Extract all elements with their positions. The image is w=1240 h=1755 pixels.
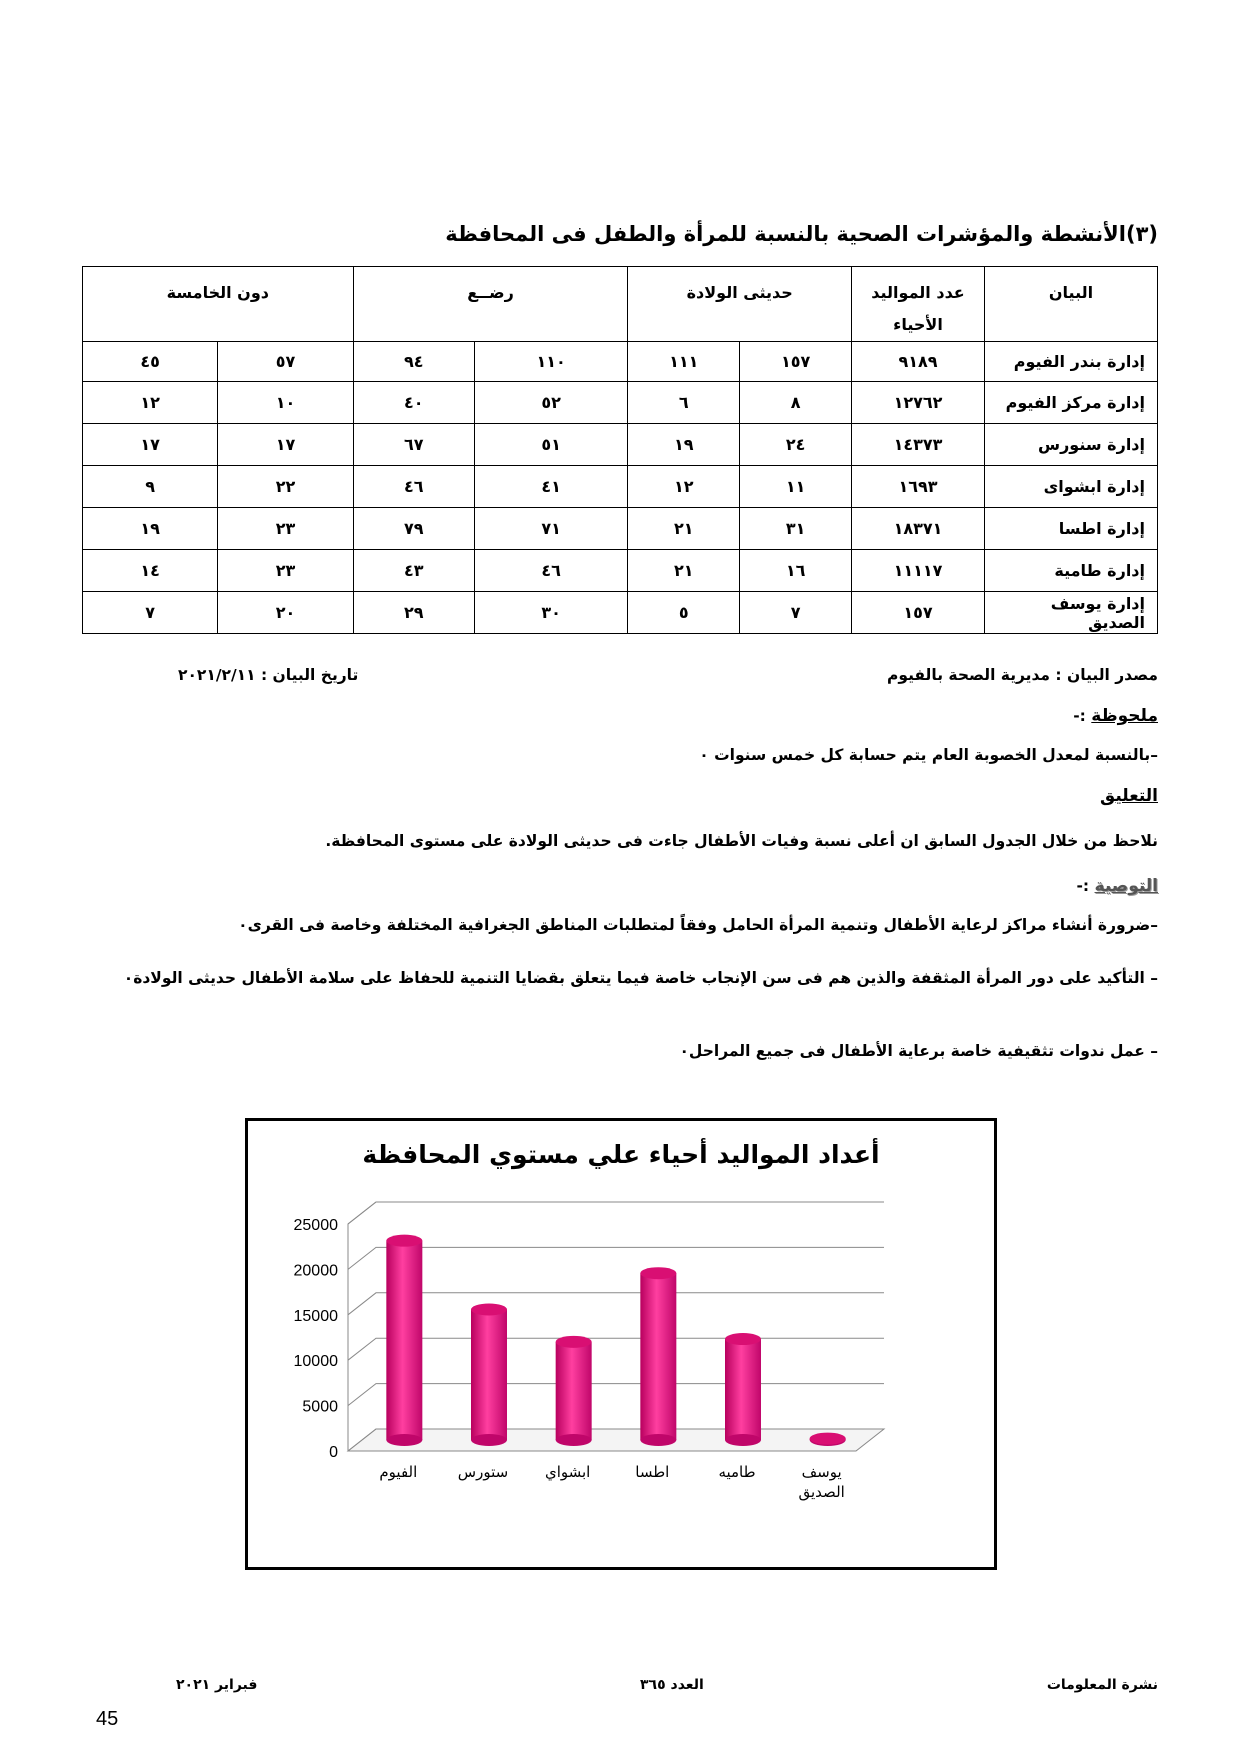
data-source: مصدر البيان : مديرية الصحة بالفيوم [887,666,1158,684]
data-date: تاريخ البيان : ٢٠٢١/٢/١١ [178,666,359,684]
note-heading: ملحوظة [1091,706,1158,726]
table-cell: ٣٠ [474,592,628,634]
bar-top [386,1235,422,1247]
x-category-label: اطسا [635,1463,670,1481]
grid-line [348,1293,884,1315]
y-tick-label: 5000 [302,1398,338,1416]
recommendation-item: – التأكيد على دور المرأة المثقفة والذين هم فى سن الإنجاب خاصة فيما يتعلق بقضايا التنمية للحفاظ على سلامة الأطفال حديثى الولادة٠ [123,969,1158,987]
table-row [83,592,1158,634]
table-cell: ٦٧ [353,424,474,466]
table-cell: ٩٤ [353,342,474,382]
chart-bar [386,1235,422,1446]
table-cell: ٧ [83,592,218,634]
table-cell: ٤٦ [474,550,628,592]
bar-top [725,1333,761,1345]
chart-bar [725,1333,761,1446]
table-cell: ٨ [740,382,852,424]
table-cell: ٢٤ [740,424,852,466]
table-cell: ١٩ [628,424,740,466]
table-cell: ١٢ [628,466,740,508]
x-category-label: يوسف الصديق [798,1463,845,1501]
section-title: (٣)الأنشطة والمؤشرات الصحية بالنسبة للمرأة والطفل فى المحافظة [445,222,1158,246]
recommendation-item: – عمل ندوات تثقيفية خاصة برعاية الأطفال فى جميع المراحل٠ [679,1042,1158,1060]
table-row [83,466,1158,508]
recommendation-item: –ضرورة أنشاء مراكز لرعاية الأطفال وتنمية المرأة الحامل وفقاً لمتطلبات المناطق الجغرافية المختلفة وخاصة فى القرى٠ [238,916,1158,934]
table-cell: ١١ [740,466,852,508]
health-indicators-table [82,266,1158,634]
bar-base [556,1434,592,1446]
bar-top [810,1433,846,1445]
table-cell: ٧١ [474,508,628,550]
footer-issue: العدد ٣٦٥ [640,1677,704,1693]
recommendation-heading-line [82,876,1158,896]
comment-heading-line [82,786,1158,806]
table-row [83,424,1158,466]
page-number: 45 [96,1708,119,1730]
table-cell: ٤٦ [353,466,474,508]
chart-grid [348,1202,884,1451]
y-tick-label: 25000 [293,1217,338,1234]
table-cell: ٢٩ [353,592,474,634]
comment-heading: التعليق [1100,786,1158,806]
table-cell: ١٤ [83,550,218,592]
x-category-label: الفيوم [379,1463,418,1481]
footer-date: فبراير ٢٠٢١ [176,1677,258,1693]
table-cell: ١٧ [218,424,353,466]
births-chart-svg [248,1121,994,1567]
table-cell: ١٢ [83,382,218,424]
grid-line [348,1247,884,1269]
note-suffix: :- [1073,707,1086,725]
table-cell: ٤٥ [83,342,218,382]
recommendation-suffix: :- [1076,877,1090,895]
chart-bars [386,1235,845,1446]
header-under-five: دون الخامسة [83,267,354,342]
table-row [83,342,1158,382]
births-chart [245,1118,997,1570]
table-row [83,382,1158,424]
chart-title: أعداد المواليد أحياء علي مستوي المحافظة [362,1140,880,1169]
table-cell: ٧ [740,592,852,634]
x-category-label: طاميه [718,1463,756,1481]
table-cell: ٢١ [628,550,740,592]
chart-bar [810,1433,846,1446]
row-label: إدارة ابشواى [985,466,1158,508]
table-cell: ١٦ [740,550,852,592]
bar-top [640,1267,676,1279]
table-cell: ٣١ [740,508,852,550]
header-infants: رضــع [353,267,628,342]
bar-body [725,1339,761,1440]
row-label: إدارة يوسف الصديق [985,592,1158,634]
x-axis-labels [379,1463,844,1501]
table-cell: ١٤٣٧٣ [852,424,985,466]
y-tick-label: 15000 [293,1307,338,1325]
table-cell: ١٢٧٦٢ [852,382,985,424]
table-cell: ٩ [83,466,218,508]
table-cell: ٢٣ [218,508,353,550]
footer-publication: نشرة المعلومات [1046,1677,1158,1693]
table-cell: ٥٧ [218,342,353,382]
bar-body [556,1342,592,1440]
table-cell: ٥ [628,592,740,634]
y-tick-label: 10000 [293,1353,338,1371]
bar-top [471,1303,507,1315]
table-cell: ١٦٩٣ [852,466,985,508]
bar-body [471,1309,507,1440]
table-cell: ١٥٧ [852,592,985,634]
table-cell: ١٨٣٧١ [852,508,985,550]
bar-top [556,1336,592,1348]
note-heading-line [82,706,1158,726]
table-cell: ٤١ [474,466,628,508]
row-label: إدارة بندر الفيوم [985,342,1158,382]
table-cell: ١١١ [628,342,740,382]
y-axis-ticks [294,1217,339,1461]
chart-bar [640,1267,676,1446]
table-cell: ٤٣ [353,550,474,592]
row-label: إدارة مركز الفيوم [985,382,1158,424]
header-live-births: عدد المواليد الأحياء [852,267,985,342]
row-label: إدارة سنورس [985,424,1158,466]
grid-line [348,1338,884,1360]
grid-line [348,1384,884,1406]
bar-body [386,1241,422,1440]
table-cell: ١٩ [83,508,218,550]
chart-floor [348,1429,884,1451]
y-tick-label: 20000 [293,1262,338,1280]
table-cell: ١١١١٧ [852,550,985,592]
row-label: إدارة طامية [985,550,1158,592]
chart-wall [348,1202,376,1451]
table-cell: ٧٩ [353,508,474,550]
bar-body [640,1273,676,1440]
table-cell: ٢٣ [218,550,353,592]
note-text: –بالنسبة لمعدل الخصوبة العام يتم حسابة كل خمس سنوات ٠ [699,746,1158,764]
table-header-row [83,267,1158,342]
table-cell: ٢١ [628,508,740,550]
table-cell: ٩١٨٩ [852,342,985,382]
comment-text: نلاحظ من خلال الجدول السابق ان أعلى نسبة وفيات الأطفال جاءت فى حديثى الولادة على مستوى المحافظة. [325,832,1158,850]
table-cell: ١٧ [83,424,218,466]
header-statement: البيان [985,267,1158,342]
table-cell: ٦ [628,382,740,424]
table-row [83,550,1158,592]
table-cell: ١٥٧ [740,342,852,382]
table-row [83,508,1158,550]
bar-base [471,1434,507,1446]
chart-bar [471,1303,507,1446]
table-cell: ٢٢ [218,466,353,508]
header-newborns: حديثى الولادة [628,267,852,342]
table-cell: ١٠ [218,382,353,424]
chart-bar [556,1336,592,1446]
bar-base [640,1434,676,1446]
x-category-label: ابشواي [544,1463,591,1481]
row-label: إدارة اطسا [985,508,1158,550]
table-cell: ٢٠ [218,592,353,634]
recommendation-heading: التوصية [1094,876,1158,896]
bar-base [725,1434,761,1446]
table-cell: ١١٠ [474,342,628,382]
table-cell: ٤٠ [353,382,474,424]
bar-base [386,1434,422,1446]
table-cell: ٥١ [474,424,628,466]
grid-line [348,1202,884,1224]
y-tick-label: 0 [329,1444,338,1461]
table-cell: ٥٢ [474,382,628,424]
x-category-label: ستورس [457,1463,509,1481]
